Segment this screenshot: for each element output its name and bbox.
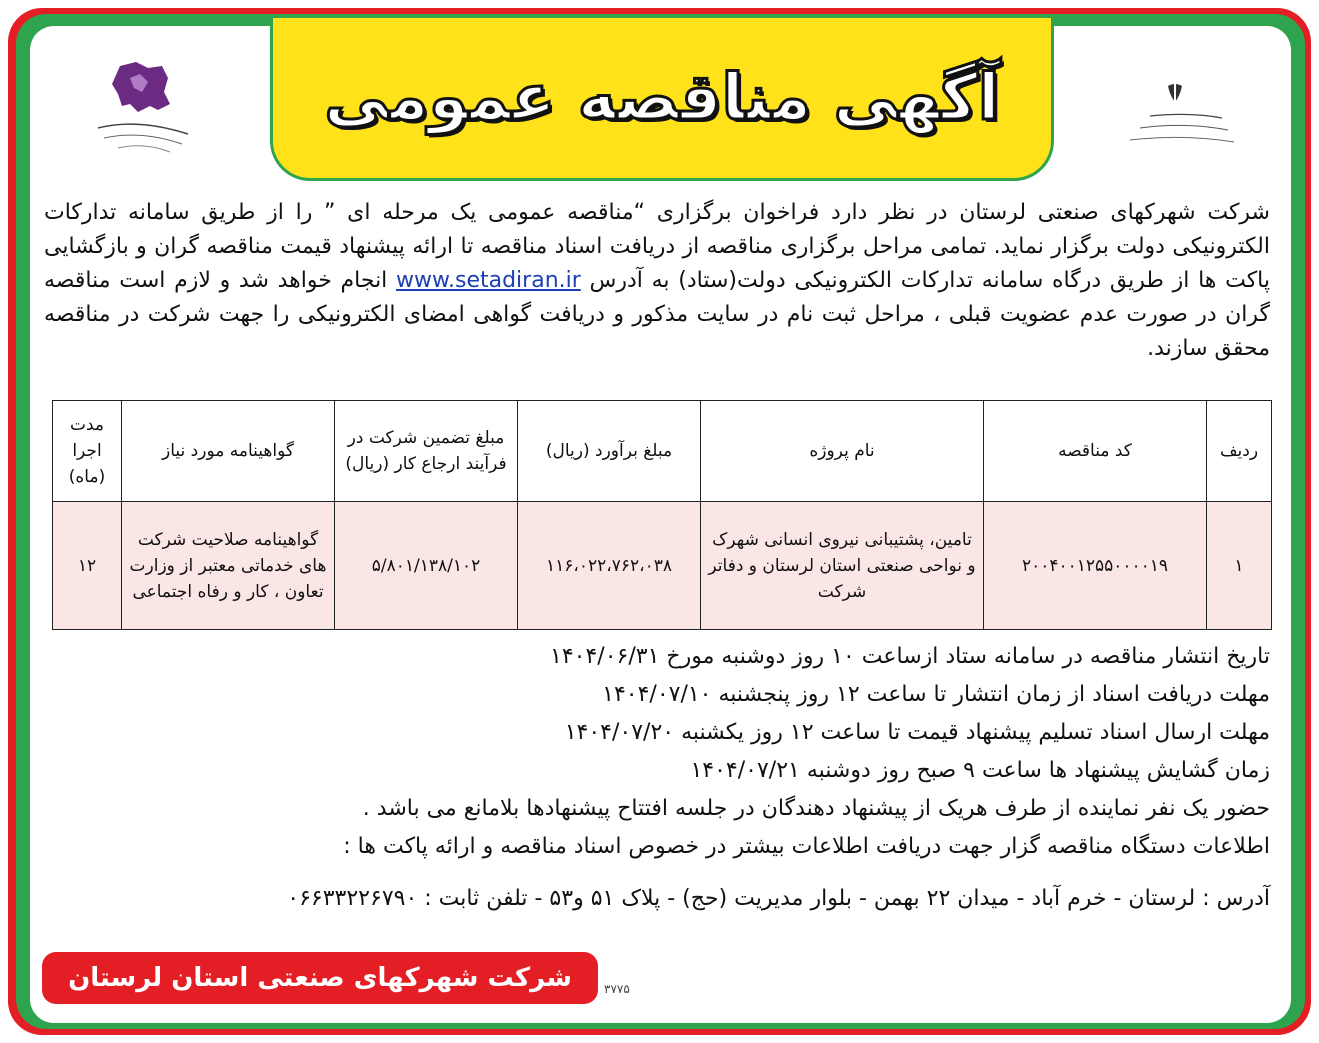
submission-deadline: مهلت ارسال اسناد تسلیم پیشنهاد قیمت تا ساعت ۱۲ روز یکشنبه ۱۴۰۴/۰۷/۲۰: [564, 720, 1270, 745]
document-deadline: مهلت دریافت اسناد از زمان انتشار تا ساعت ۱۲ روز پنجشنبه ۱۴۰۴/۰۷/۱۰: [602, 682, 1270, 707]
table-row: [53, 502, 1272, 630]
col-tender-code: کد مناقصه: [984, 401, 1207, 502]
opening-time: زمان گشایش پیشنهاد ها ساعت ۹ صبح روز دوشنبه ۱۴۰۴/۰۷/۲۱: [690, 758, 1270, 783]
company-logo: [78, 58, 208, 158]
ad-code: ۳۷۷۵: [604, 982, 630, 996]
schedule-list: [44, 638, 1270, 866]
col-duration: مدت اجرا (ماه): [53, 401, 122, 502]
col-estimate: مبلغ برآورد (ریال): [518, 401, 701, 502]
footer-banner: [42, 952, 598, 1004]
attendance-note: حضور یک نفر نماینده از طرف هریک از پیشنهاد دهندگان در جلسه افتتاح پیشنهادها بلامانع می باشد .: [362, 796, 1270, 821]
title-banner: [270, 18, 1054, 181]
iran-map-logo-icon: [78, 58, 208, 158]
ministry-emblem-icon: [1110, 80, 1240, 160]
contact-intro: اطلاعات دستگاه مناقصه گزار جهت دریافت اطلاعات بیشتر در خصوص اسناد مناقصه و ارائه پاکت ها :: [343, 834, 1270, 859]
tender-table: [52, 400, 1272, 630]
address-text: آدرس : لرستان - خرم آباد - میدان ۲۲ بهمن - بلوار مدیریت (حج) - پلاک ۵۱ و۵۳ - تلفن ثابت : ۰۶۶۳۳۲۲۶۷۹۰: [287, 886, 1270, 911]
cell-certificate: گواهینامه صلاحیت شرکت های خدماتی معتبر از وزارت تعاون ، کار و رفاه اجتماعی: [122, 502, 335, 630]
cell-tender-code: ۲۰۰۴۰۰۱۲۵۵۰۰۰۰۱۹: [984, 502, 1207, 630]
cell-estimate: ۱۱۶،۰۲۲،۷۶۲،۰۳۸: [518, 502, 701, 630]
page-title: آگهی مناقصه عمومی: [324, 61, 1000, 135]
intro-text-end: انجام خواهد شد و لازم است مناقصه گران در صورت عدم عضویت قبلی ، مراحل ثبت نام در سایت مذکور و دریافت گواهی امضای الکترونیکی را جهت شرکت در مناقصه محقق سازند.: [44, 268, 1270, 361]
publish-date: تاریخ انتشار مناقصه در سامانه ستاد ازساعت ۱۰ روز دوشنبه مورخ ۱۴۰۴/۰۶/۳۱: [550, 644, 1270, 669]
col-guarantee: مبلغ تضمین شرکت در فرآیند ارجاع کار (ریال): [335, 401, 518, 502]
cell-guarantee: ۵/۸۰۱/۱۳۸/۱۰۲: [335, 502, 518, 630]
intro-paragraph: [44, 196, 1270, 366]
cell-row-no: ۱: [1207, 502, 1272, 630]
cell-duration: ۱۲: [53, 502, 122, 630]
setadiran-link[interactable]: www.setadiran.ir: [396, 268, 581, 293]
footer-company-name: شرکت شهرکهای صنعتی استان لرستان: [68, 963, 572, 993]
table-header-row: [53, 401, 1272, 502]
col-certificate: گواهینامه مورد نیاز: [122, 401, 335, 502]
intro-text-start: شرکت شهرکهای صنعتی لرستان در نظر دارد فراخوان برگزاری “مناقصه عمومی یک مرحله ای ” را از طریق سامانه تدارکات الکترونیکی دولت برگزار نماید. تمامی مراحل برگزاری مناقصه از دریافت اسناد مناقصه تا ارائه پیشنهاد قیمت مناقصه گران و بازگشایی پاکت ها از طریق درگاه سامانه تدارکات الکترونیکی دولت(ستاد) به آدرس: [44, 200, 1271, 293]
ministry-logo: [1110, 80, 1240, 160]
cell-project-name: تامین، پشتیبانی نیروی انسانی شهرک و نواحی صنعتی استان لرستان و دفاتر شرکت: [701, 502, 984, 630]
col-row-no: ردیف: [1207, 401, 1272, 502]
col-project-name: نام پروژه: [701, 401, 984, 502]
